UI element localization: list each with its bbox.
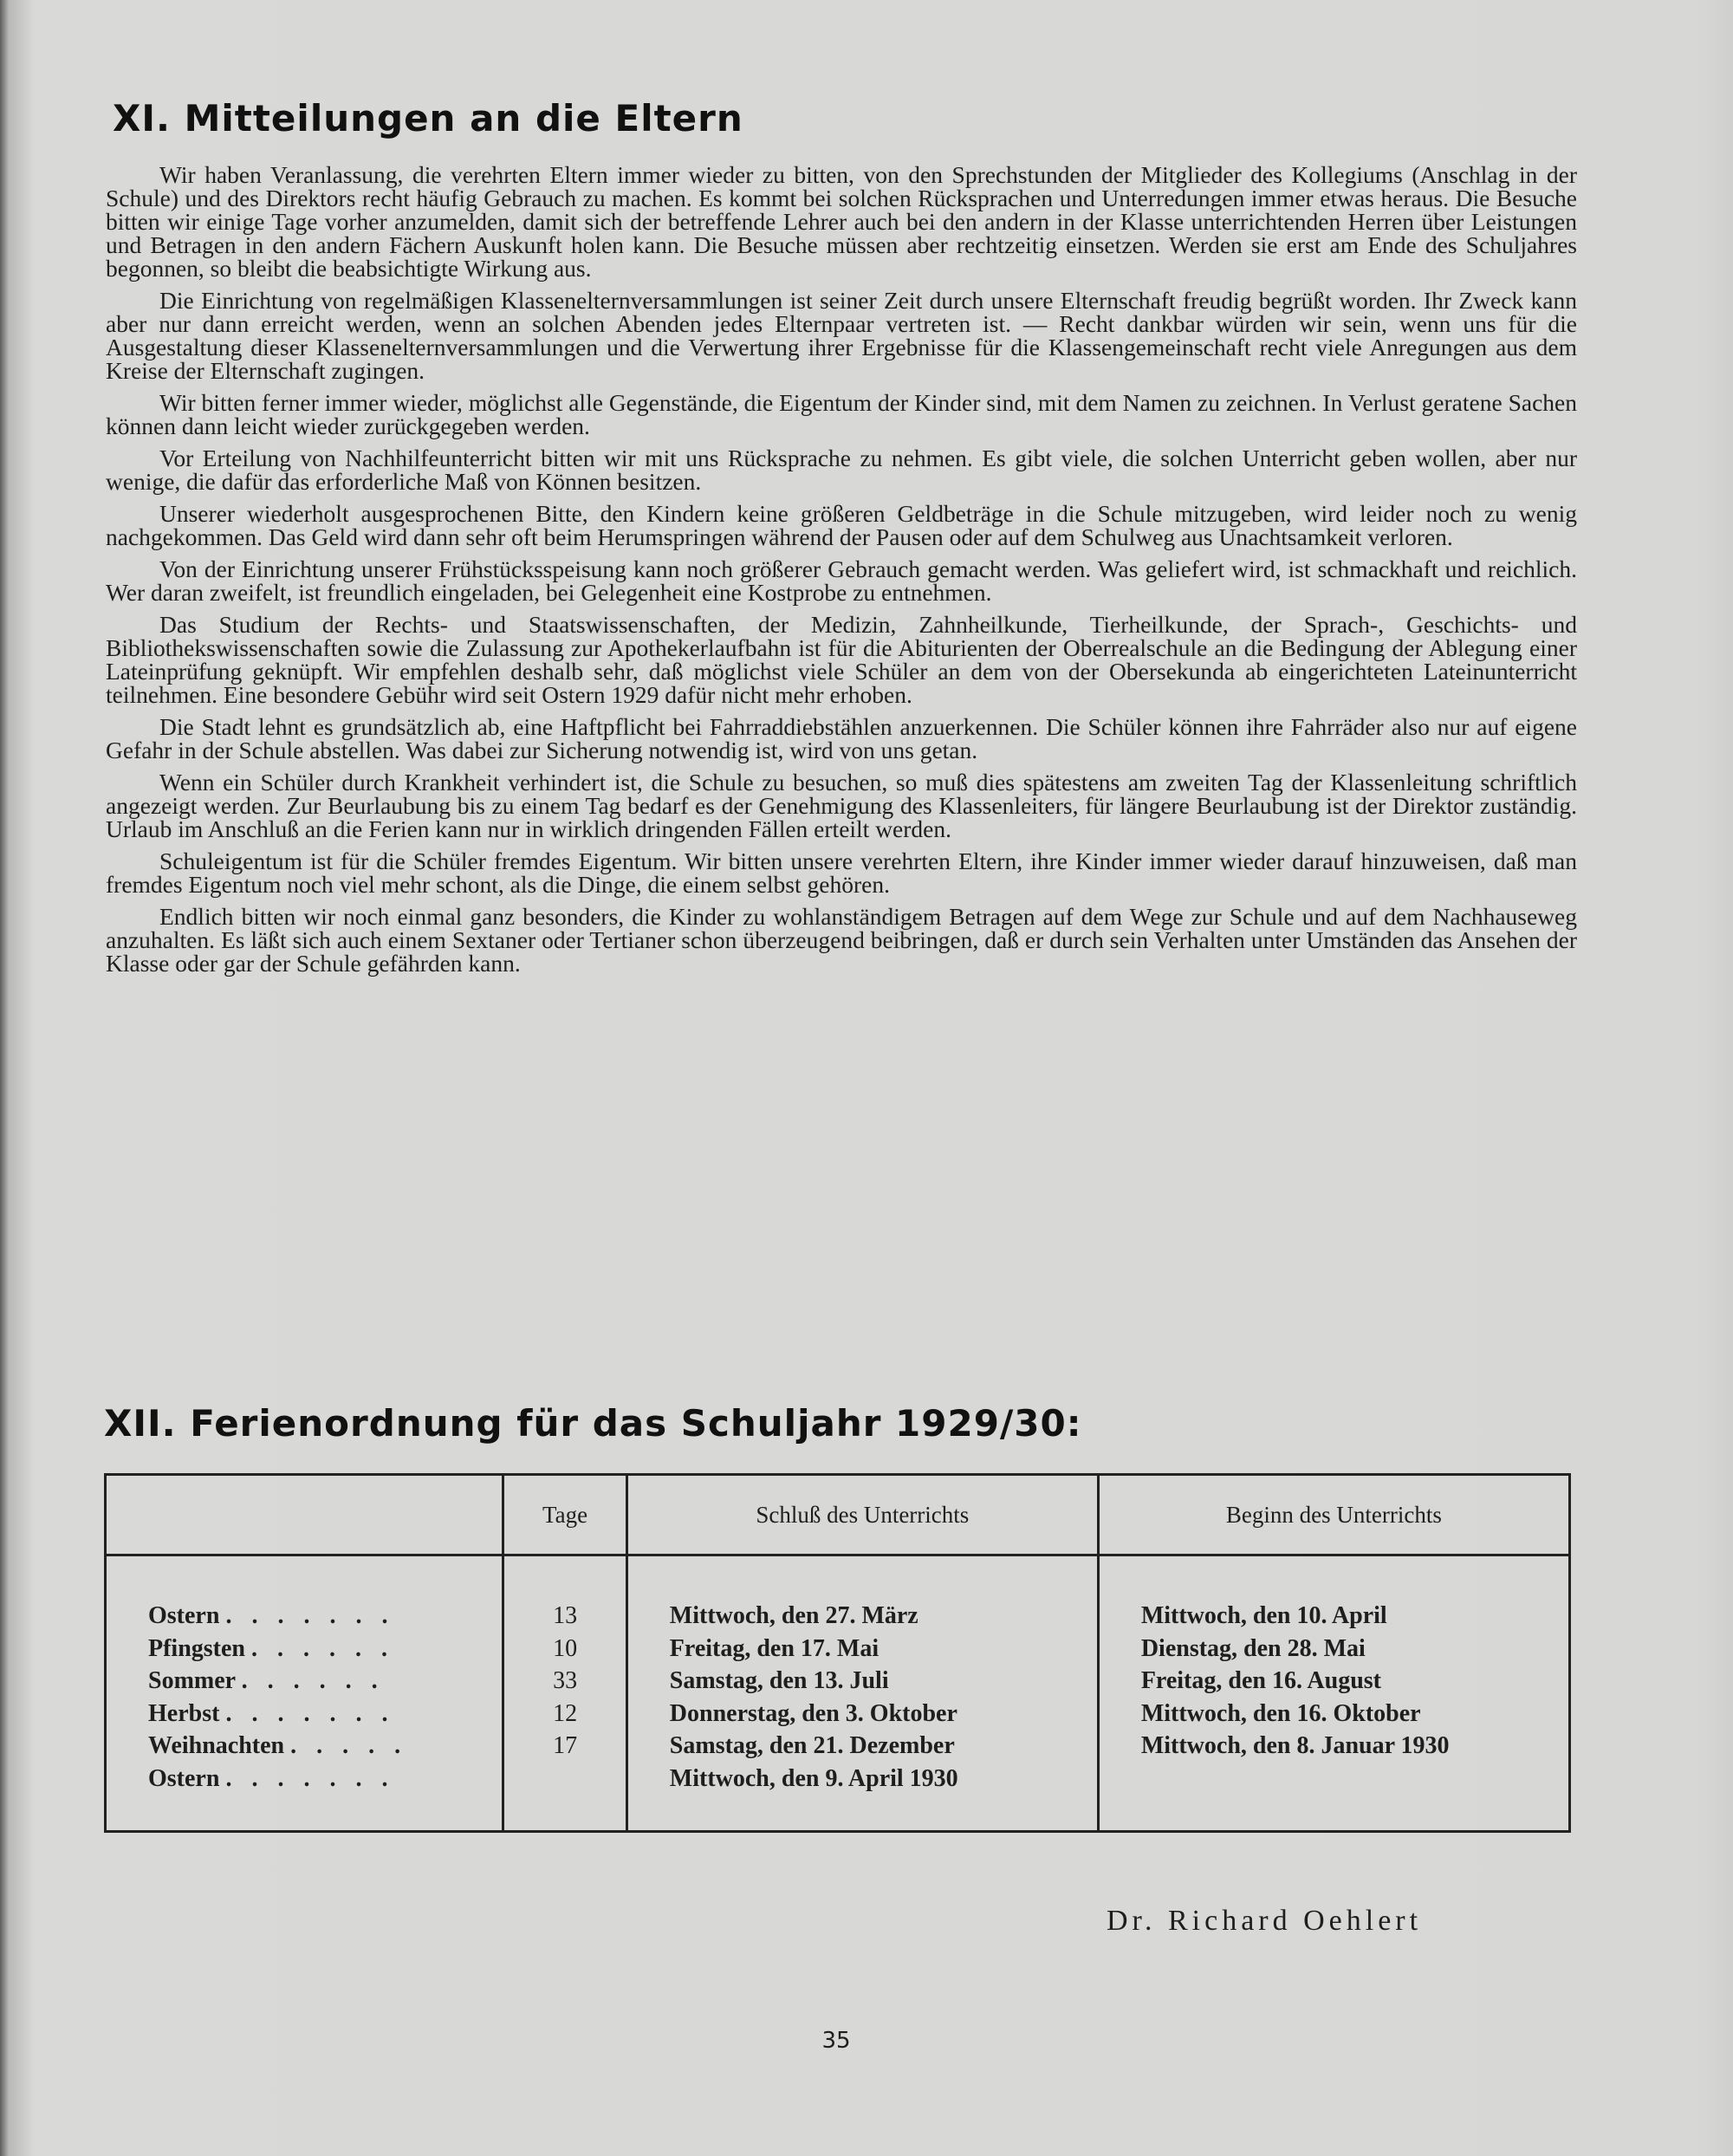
paragraph: Schuleigentum ist für die Schüler fremdes Eigentum. Wir bitten unsere verehrten Eltern, ihre Kinder immer wieder darauf hinzuweisen, daß man fremdes Eigentum noch viel mehr schont, als die Dinge, die einem selbst gehören. <box>106 847 1577 898</box>
paragraph: Vor Erteilung von Nachhilfeunterricht bitten wir mit uns Rücksprache zu nehmen. Es gibt viele, die solchen Unterricht geben wollen, aber nur wenige, die dafür das erforderliche Maß von Können besitzen. <box>106 445 1577 495</box>
paragraph: Wir bitten ferner immer wieder, möglichst alle Gegenstände, die Eigentum der Kinder sind, mit dem Namen zu zeichnen. In Verlust geratene Sachen können dann leicht wieder zurückgegeben werden. <box>106 389 1577 439</box>
section-heading-ferienordnung: XII. Ferienordnung für das Schuljahr 1929/30: <box>104 1402 1082 1445</box>
days-value: 10 <box>553 1634 578 1662</box>
table-row <box>106 1555 1570 1832</box>
holiday-name: Ostern . . . . . . . <box>148 1764 395 1792</box>
begin-date: Mittwoch, den 16. Oktober <box>1140 1699 1421 1727</box>
holiday-name: Herbst . . . . . . . <box>148 1699 395 1727</box>
holiday-table <box>104 1473 1571 1833</box>
begin-date: Dienstag, den 28. Mai <box>1140 1634 1366 1662</box>
section-heading-mitteilungen: XI. Mitteilungen an die Eltern <box>113 97 743 140</box>
column-header-tage: Tage <box>503 1475 626 1555</box>
end-date: Freitag, den 17. Mai <box>669 1634 879 1662</box>
section-body-mitteilungen <box>106 163 1577 984</box>
column-header-beginn: Beginn des Unterrichts <box>1098 1475 1569 1555</box>
days-column <box>503 1555 626 1832</box>
begin-date: Mittwoch, den 10. April <box>1140 1602 1387 1629</box>
holiday-name: Pfingsten . . . . . . <box>148 1634 394 1662</box>
begin-date: Freitag, den 16. August <box>1140 1667 1381 1694</box>
column-header-schluss: Schluß des Unterrichts <box>626 1475 1098 1555</box>
page-number: 35 <box>821 2028 851 2054</box>
paragraph: Die Stadt lehnt es grundsätzlich ab, eine Haftpflicht bei Fahrraddiebstählen anzuerkennen. Die Schüler können ihre Fahrräder also nur auf eigene Gefahr in der Schule abstellen. Was dabei zur Sicherung notwendig ist, wird von uns getan. <box>106 713 1577 763</box>
holiday-name: Ostern . . . . . . . <box>148 1602 395 1629</box>
holiday-name: Weihnachten . . . . . <box>148 1732 408 1759</box>
begin-date: Mittwoch, den 8. Januar 1930 <box>1140 1732 1450 1759</box>
paragraph: Das Studium der Rechts- und Staatswissenschaften, der Medizin, Zahnheilkunde, Tierheilkunde, der Sprach-, Geschichts- und Bibliothekswissenschaften sowie die Zulassung zur Apothekerlaufbahn ist für die Abiturienten der Oberrealschule an die Bedingung der Ablegung einer Lateinprüfung geknüpft. Wir empfehlen deshalb sehr, daß möglichst viele Schüler an dem von der Obersekunda ab eingerichteten Lateinunterricht teilnehmen. Eine besondere Gebühr wird seit Ostern 1929 dafür nicht mehr erhoben. <box>106 611 1577 708</box>
days-value <box>505 1763 624 1796</box>
begin-column <box>1098 1555 1569 1832</box>
days-value: 17 <box>553 1732 578 1759</box>
paragraph: Wenn ein Schüler durch Krankheit verhindert ist, die Schule zu besuchen, so muß dies spätestens am zweiten Tag der Klassenleitung schriftlich angezeigt werden. Zur Beurlaubung bis zu einem Tag bedarf es der Genehmigung des Klassenleiters, für längere Beurlaubung ist der Direktor zuständig. Urlaub im Anschluß an die Ferien kann nur in wirklich dringenden Fällen erteilt werden. <box>106 769 1577 842</box>
paragraph: Unserer wiederholt ausgesprochenen Bitte, den Kindern keine größeren Geldbeträge in die Schule mitzugeben, wird leider noch zu wenig nachgekommen. Das Geld wird dann sehr oft beim Herumspringen während der Pausen oder auf dem Schulweg aus Unachtsamkeit verloren. <box>106 500 1577 550</box>
days-value: 13 <box>553 1602 578 1629</box>
end-date: Donnerstag, den 3. Oktober <box>669 1699 957 1727</box>
days-value: 33 <box>553 1667 578 1694</box>
paragraph: Endlich bitten wir noch einmal ganz besonders, die Kinder zu wohlanständigem Betragen auf dem Wege zur Schule und auf dem Nachhauseweg anzuhalten. Es läßt sich auch einem Sextaner oder Tertianer schon überzeugend beibringen, daß er durch sein Verhalten unter Umständen das Ansehen der Klasse oder gar der Schule gefährden kann. <box>106 903 1577 977</box>
days-value: 12 <box>553 1699 578 1727</box>
end-date: Samstag, den 13. Juli <box>669 1667 889 1694</box>
paragraph: Die Einrichtung von regelmäßigen Klassenelternversammlungen ist seiner Zeit durch unsere Elternschaft freudig begrüßt worden. Ihr Zweck kann aber nur dann erreicht werden, wenn an solchen Abenden jedes Elternpaar vertreten ist. — Recht dankbar würden wir sein, wenn uns für die Ausgestaltung dieser Klassenelternversammlungen und die Verwertung ihrer Ergebnisse für die Klassengemeinschaft recht viele Anregungen aus dem Kreise der Elternschaft zugingen. <box>106 287 1577 384</box>
signature: Dr. Richard Oehlert <box>1107 1905 1423 1937</box>
column-header-name <box>106 1475 503 1555</box>
end-date: Mittwoch, den 9. April 1930 <box>669 1764 958 1792</box>
end-date: Mittwoch, den 27. März <box>669 1602 918 1629</box>
paragraph: Wir haben Veranlassung, die verehrten Eltern immer wieder zu bitten, von den Sprechstunden der Mitglieder des Kollegiums (Anschlag in der Schule) und des Direktors recht häufig Gebrauch zu machen. Es kommt bei solchen Rücksprachen und Unterredungen immer etwas heraus. Die Besuche bitten wir einige Tage vorher anzumelden, damit sich der betreffende Lehrer auch bei den andern in der Klasse unterrichtenden Herren über Leistungen und Betragen in den andern Fächern Auskunft holen kann. Die Besuche müssen aber rechtzeitig einsetzen. Werden sie erst am Ende des Schuljahres begonnen, so bleibt die beabsichtigte Wirkung aus. <box>106 161 1577 282</box>
begin-date <box>1141 1763 1567 1796</box>
table-header-row <box>106 1475 1570 1555</box>
end-date: Samstag, den 21. Dezember <box>669 1732 955 1759</box>
paragraph: Von der Einrichtung unserer Frühstücksspeisung kann noch größerer Gebrauch gemacht werden. Was geliefert wird, ist schmackhaft und reichlich. Wer daran zweifelt, ist freundlich eingeladen, bei Gelegenheit eine Kostprobe zu entnehmen. <box>106 555 1577 606</box>
holiday-name: Sommer . . . . . . <box>148 1667 385 1694</box>
end-column <box>626 1555 1098 1832</box>
holiday-name-column <box>106 1555 503 1832</box>
